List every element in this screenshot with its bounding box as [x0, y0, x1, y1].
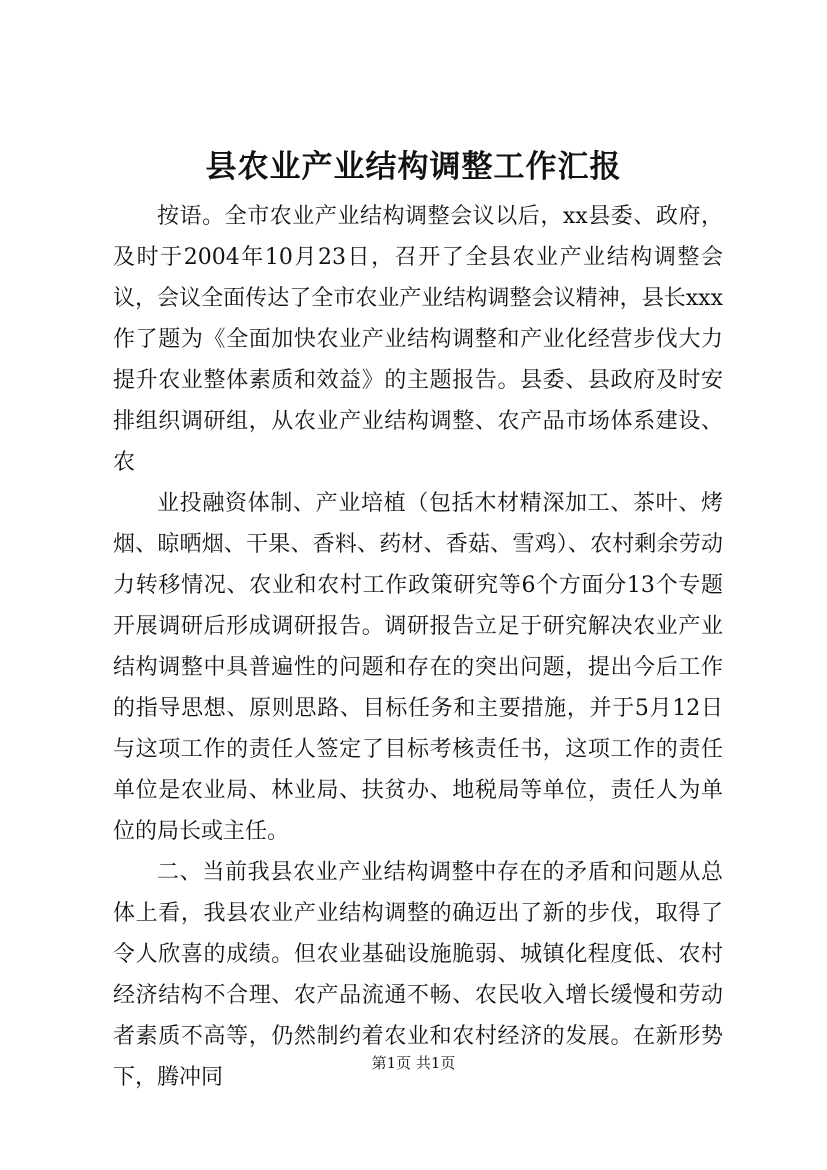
document-title: 县农业产业结构调整工作汇报	[205, 149, 622, 185]
paragraph-research-topics: 业投融资体制、产业培植（包括木材精深加工、茶叶、烤烟、晾晒烟、干果、香料、药材、香菇、雪鸡）、农村剩余劳动力转移情况、农业和农村工作政策研究等6个方面分13个专题开展调研后形成调研报告。调研报告立足于研究解决农业产业结构调整中具普遍性的问题和存在的突出问题，提出今后工作的指导思想、原则思路、目标任务和主要措施，并于5月12日与这项工作的责任人签定了目标考核责任书，这项工作的责任单位是农业局、林业局、扶贫办、地税局等单位，责任人为单位的局长或主任。	[113, 491, 723, 844]
page-footer: 第1页 共1页	[371, 1054, 456, 1072]
paragraph-preface: 按语。全市农业产业结构调整会议以后，xx县委、政府，及时于2004年10月23日，召开了全县农业产业结构调整会议，会议全面传达了全市农业产业结构调整会议精神，县长xxx作了题为《全面加快农业产业结构调整和产业化经营步伐大力提升农业整体素质和效益》的主题报告。县委、县政府及时安排组织调研组，从农业产业结构调整、农产品市场体系建设、农	[113, 204, 723, 475]
document-body	[113, 196, 723, 1098]
paragraph-current-problems: 二、当前我县农业产业结构调整中存在的矛盾和问题从总体上看，我县农业产业结构调整的确迈出了新的步伐，取得了令人欣喜的成绩。但农业基础设施脆弱、城镇化程度低、农村经济结构不合理、农产品流通不畅、农民收入增长缓慢和劳动者素质不高等，仍然制约着农业和农村经济的发展。在新形势下，腾冲同	[113, 860, 723, 1090]
